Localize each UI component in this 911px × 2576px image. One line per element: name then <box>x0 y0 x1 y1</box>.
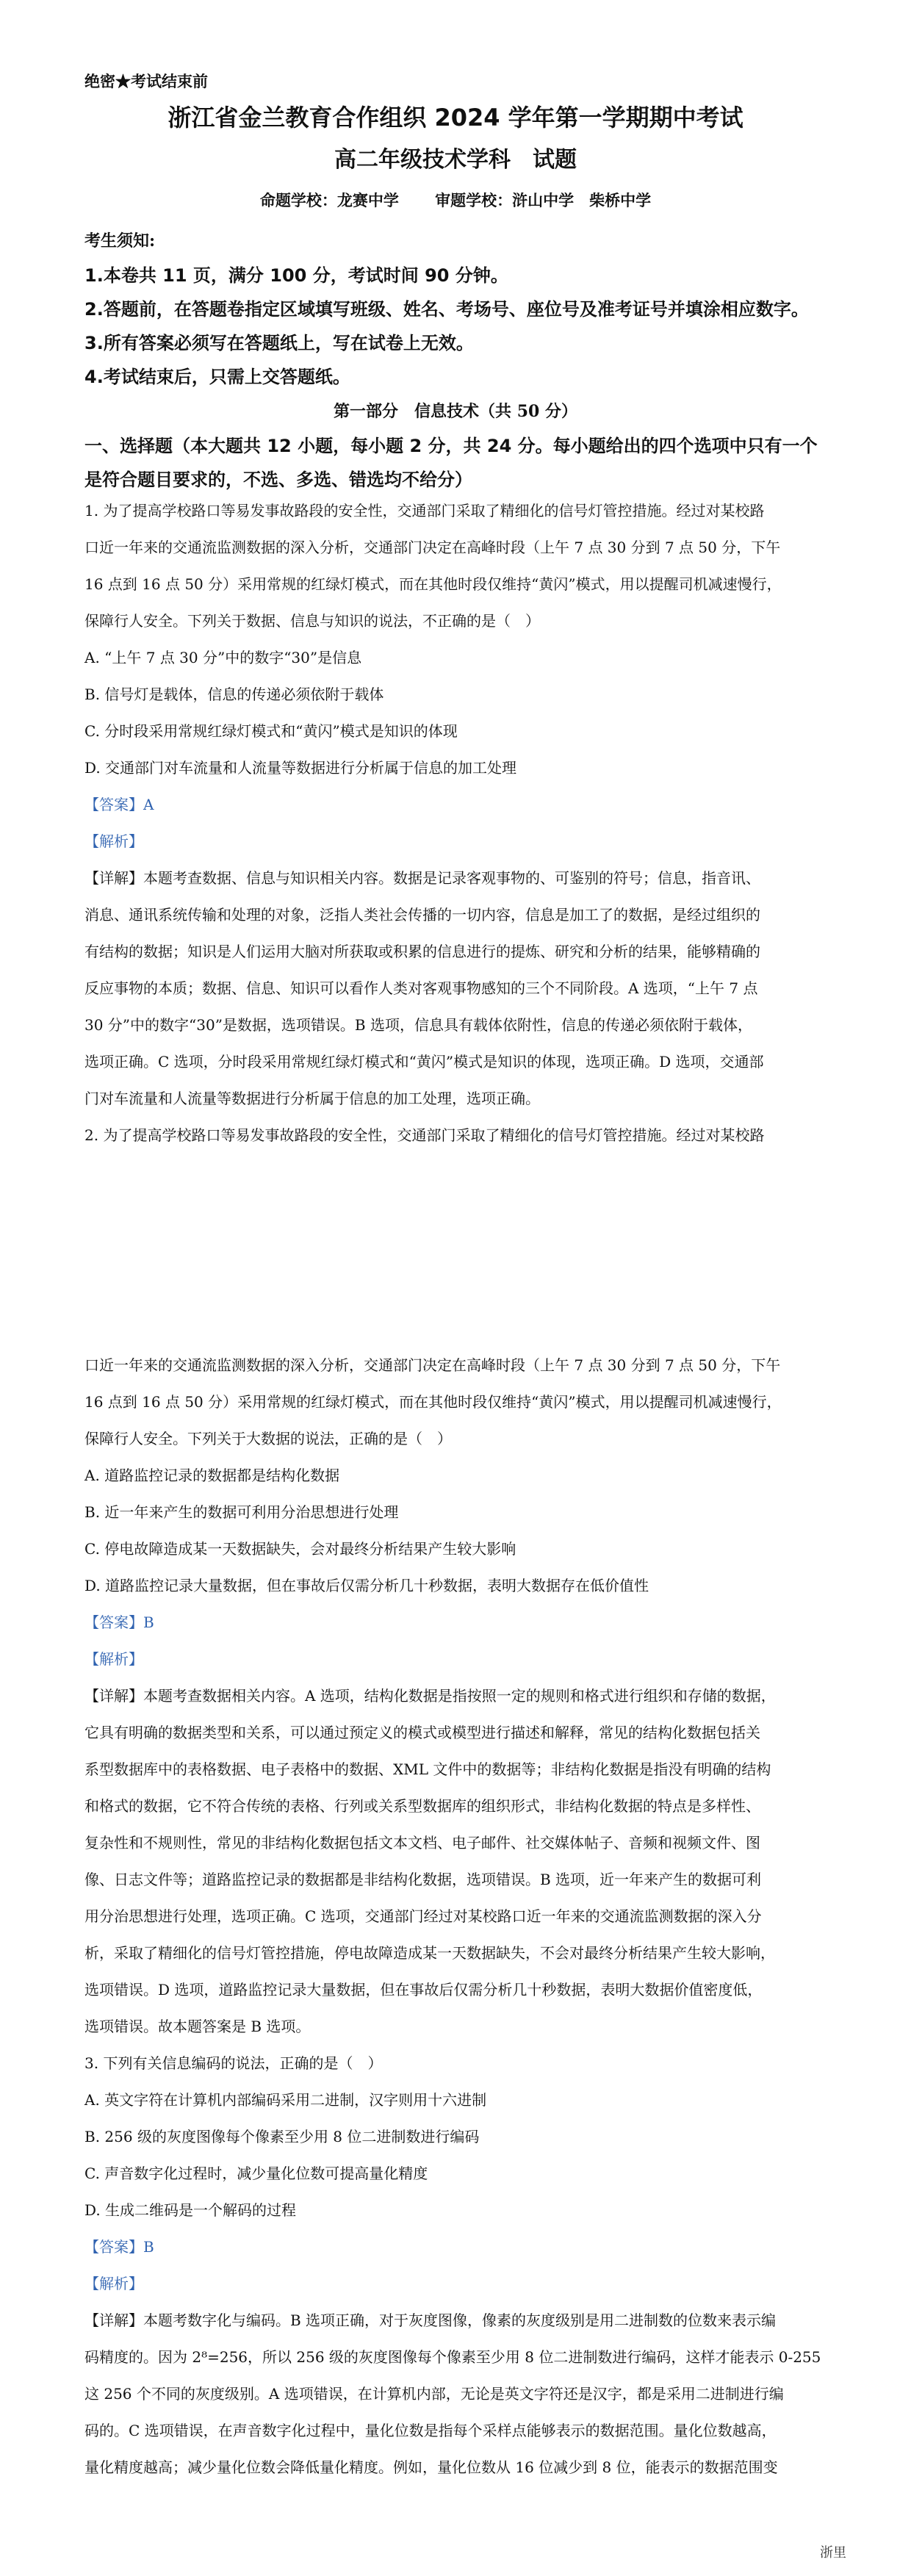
q3-option-c: C. 声音数字化过程时，减少量化位数可提高量化精度 <box>84 2165 428 2182</box>
section1-note: 是符合题目要求的，不选、多选、错选均不给分） <box>84 469 472 490</box>
q1-option-b: B. 信号灯是载体，信息的传递必须依附于载体 <box>84 686 384 703</box>
q2-detail-7: 用分治思想进行处理，选项正确。C 选项，交通部门经过对某校路口近一年来的交通流监测数据的深入分 <box>84 1907 762 1925</box>
q2-detail-4: 和格式的数据，它不符合传统的表格、行列或关系型数据库的组织形式，非结构化数据的特点是多样性、 <box>84 1797 760 1815</box>
notice-item-3: 3.所有答案必须写在答题纸上，写在试卷上无效。 <box>84 333 474 353</box>
part1-title: 第一部分 信息技术（共 50 分） <box>334 402 577 421</box>
q3-answer: 【答案】B <box>84 2238 154 2256</box>
q2-stem-4: 保障行人安全。下列关于大数据的说法，正确的是（ ） <box>84 1430 452 1447</box>
q1-detail-4: 反应事物的本质；数据、信息、知识可以看作人类对客观事物感知的三个不同阶段。A 选项，“上午 7 点 <box>84 979 758 997</box>
q3-detail-4: 码的。C 选项错误，在声音数字化过程中，量化位数是指每个采样点能够表示的数据范围。量化位数越高， <box>84 2422 777 2439</box>
q1-stem-3: 16 点到 16 点 50 分）采用常规的红绿灯模式，而在其他时段仅维持“黄闪”模式，用以提醒司机减速慢行， <box>84 575 782 593</box>
q1-detail-6: 选项正确。C 选项，分时段采用常规红绿灯模式和“黄闪”模式是知识的体现，选项正确。D 选项，交通部 <box>84 1053 764 1071</box>
q1-option-c: C. 分时段采用常规红绿灯模式和“黄闪”模式是知识的体现 <box>84 722 458 740</box>
q3-option-a: A. 英文字符在计算机内部编码采用二进制，汉字则用十六进制 <box>84 2091 487 2109</box>
q1-stem-1: 1. 为了提高学校路口等易发事故路段的安全性，交通部门采取了精细化的信号灯管控措施。经过对某校路 <box>84 502 765 519</box>
q2-detail-3: 系型数据库中的表格数据、电子表格中的数据、XML 文件中的数据等；非结构化数据是指没有明确的结构 <box>84 1760 771 1778</box>
q3-analysis-label: 【解析】 <box>84 2275 143 2292</box>
q2-option-b: B. 近一年来产生的数据可利用分治思想进行处理 <box>84 1503 399 1521</box>
q3-detail-3: 这 256 个不同的灰度级别。A 选项错误，在计算机内部，无论是英文字符还是汉字，都是采用二进制进行编 <box>84 2385 784 2403</box>
q3-detail-5: 量化精度越高；减少量化位数会降低量化精度。例如，量化位数从 16 位减少到 8 位，能表示的数据范围变 <box>84 2458 778 2476</box>
q1-option-d: D. 交通部门对车流量和人流量等数据进行分析属于信息的加工处理 <box>84 759 517 777</box>
q2-stem-3: 16 点到 16 点 50 分）采用常规的红绿灯模式，而在其他时段仅维持“黄闪”模式，用以提醒司机减速慢行， <box>84 1393 782 1411</box>
q3-option-d: D. 生成二维码是一个解码的过程 <box>84 2201 297 2219</box>
q1-answer: 【答案】A <box>84 796 154 813</box>
q2-detail-10: 选项错误。故本题答案是 B 选项。 <box>84 2018 311 2035</box>
q1-stem-4: 保障行人安全。下列关于数据、信息与知识的说法，不正确的是（ ） <box>84 612 540 630</box>
q2-detail-1: 【详解】本题考查数据相关内容。A 选项，结构化数据是指按照一定的规则和格式进行组织和存储的数据， <box>84 1687 776 1705</box>
notice-item-2: 2.答题前，在答题卷指定区域填写班级、姓名、考场号、座位号及准考证号并填涂相应数字。 <box>84 299 809 320</box>
q2-detail-9: 选项错误。D 选项，道路监控记录大量数据，但在事故后仅需分析几十秒数据，表明大数据价值密度低， <box>84 1981 763 1998</box>
q3-detail-2: 码精度的。因为 2⁸=256，所以 256 级的灰度图像每个像素至少用 8 位二进制数进行编码，这样才能表示 0-255 <box>84 2348 821 2366</box>
q1-stem-2: 口近一年来的交通流监测数据的深入分析，交通部门决定在高峰时段（上午 7 点 30 分到 7 点 50 分，下午 <box>84 539 781 556</box>
confidential-label: 绝密★考试结束前 <box>84 72 208 90</box>
notice-heading: 考生须知: <box>84 231 156 251</box>
footer-mark: 浙里 <box>820 2545 846 2561</box>
notice-item-4: 4.考试结束后，只需上交答题纸。 <box>84 367 350 387</box>
q3-stem: 3. 下列有关信息编码的说法，正确的是（ ） <box>84 2054 383 2072</box>
section1-title: 一、选择题（本大题共 12 小题，每小题 2 分，共 24 分。每小题给出的四个选项中只有一个 <box>84 436 818 456</box>
q2-stem-1: 2. 为了提高学校路口等易发事故路段的安全性，交通部门采取了精细化的信号灯管控措施。经过对某校路 <box>84 1126 765 1144</box>
q1-detail-7: 门对车流量和人流量等数据进行分析属于信息的加工处理，选项正确。 <box>84 1090 540 1107</box>
q1-detail-5: 30 分”中的数字“30”是数据，选项错误。B 选项，信息具有载体依附性，信息的传递必须依附于载体， <box>84 1016 752 1034</box>
q1-detail-3: 有结构的数据；知识是人们运用大脑对所获取或积累的信息进行的提炼、研究和分析的结果，能够精确的 <box>84 943 760 960</box>
exam-subtitle: 高二年级技术学科 试题 <box>334 147 577 173</box>
q3-detail-1: 【详解】本题考数字化与编码。B 选项正确，对于灰度图像，像素的灰度级别是用二进制数的位数来表示编 <box>84 2311 777 2329</box>
q1-detail-2: 消息、通讯系统传输和处理的对象，泛指人类社会传播的一切内容，信息是加工了的数据，是经过组织的 <box>84 906 760 924</box>
q2-detail-5: 复杂性和不规则性，常见的非结构化数据包括文本文档、电子邮件、社交媒体帖子、音频和视频文件、图 <box>84 1834 760 1852</box>
q2-detail-6: 像、日志文件等；道路监控记录的数据都是非结构化数据，选项错误。B 选项，近一年来产生的数据可利 <box>84 1871 762 1888</box>
q2-analysis-label: 【解析】 <box>84 1650 143 1668</box>
exam-title: 浙江省金兰教育合作组织 2024 学年第一学期期中考试 <box>168 104 743 132</box>
q3-option-b: B. 256 级的灰度图像每个像素至少用 8 位二进制数进行编码 <box>84 2128 480 2145</box>
q2-answer: 【答案】B <box>84 1613 154 1631</box>
q2-option-d: D. 道路监控记录大量数据，但在事故后仅需分析几十秒数据，表明大数据存在低价值性 <box>84 1577 649 1594</box>
schools-line: 命题学校：龙赛中学 审题学校：浒山中学 柴桥中学 <box>259 191 652 209</box>
q2-option-c: C. 停电故障造成某一天数据缺失，会对最终分析结果产生较大影响 <box>84 1540 516 1558</box>
q2-option-a: A. 道路监控记录的数据都是结构化数据 <box>84 1467 340 1484</box>
notice-item-1: 1.本卷共 11 页，满分 100 分，考试时间 90 分钟。 <box>84 265 508 286</box>
q1-analysis-label: 【解析】 <box>84 832 143 850</box>
q1-detail-1: 【详解】本题考查数据、信息与知识相关内容。数据是记录客观事物的、可鉴别的符号；信息，指音讯、 <box>84 869 760 887</box>
q2-stem-2: 口近一年来的交通流监测数据的深入分析，交通部门决定在高峰时段（上午 7 点 30 分到 7 点 50 分，下午 <box>84 1356 781 1374</box>
q1-option-a: A. “上午 7 点 30 分”中的数字“30”是信息 <box>84 649 362 666</box>
q2-detail-8: 析，采取了精细化的信号灯管控措施，停电故障造成某一天数据缺失，不会对最终分析结果产生较大影响， <box>84 1944 775 1962</box>
q2-detail-2: 它具有明确的数据类型和关系，可以通过预定义的模式或模型进行描述和解释，常见的结构化数据包括关 <box>84 1724 760 1741</box>
